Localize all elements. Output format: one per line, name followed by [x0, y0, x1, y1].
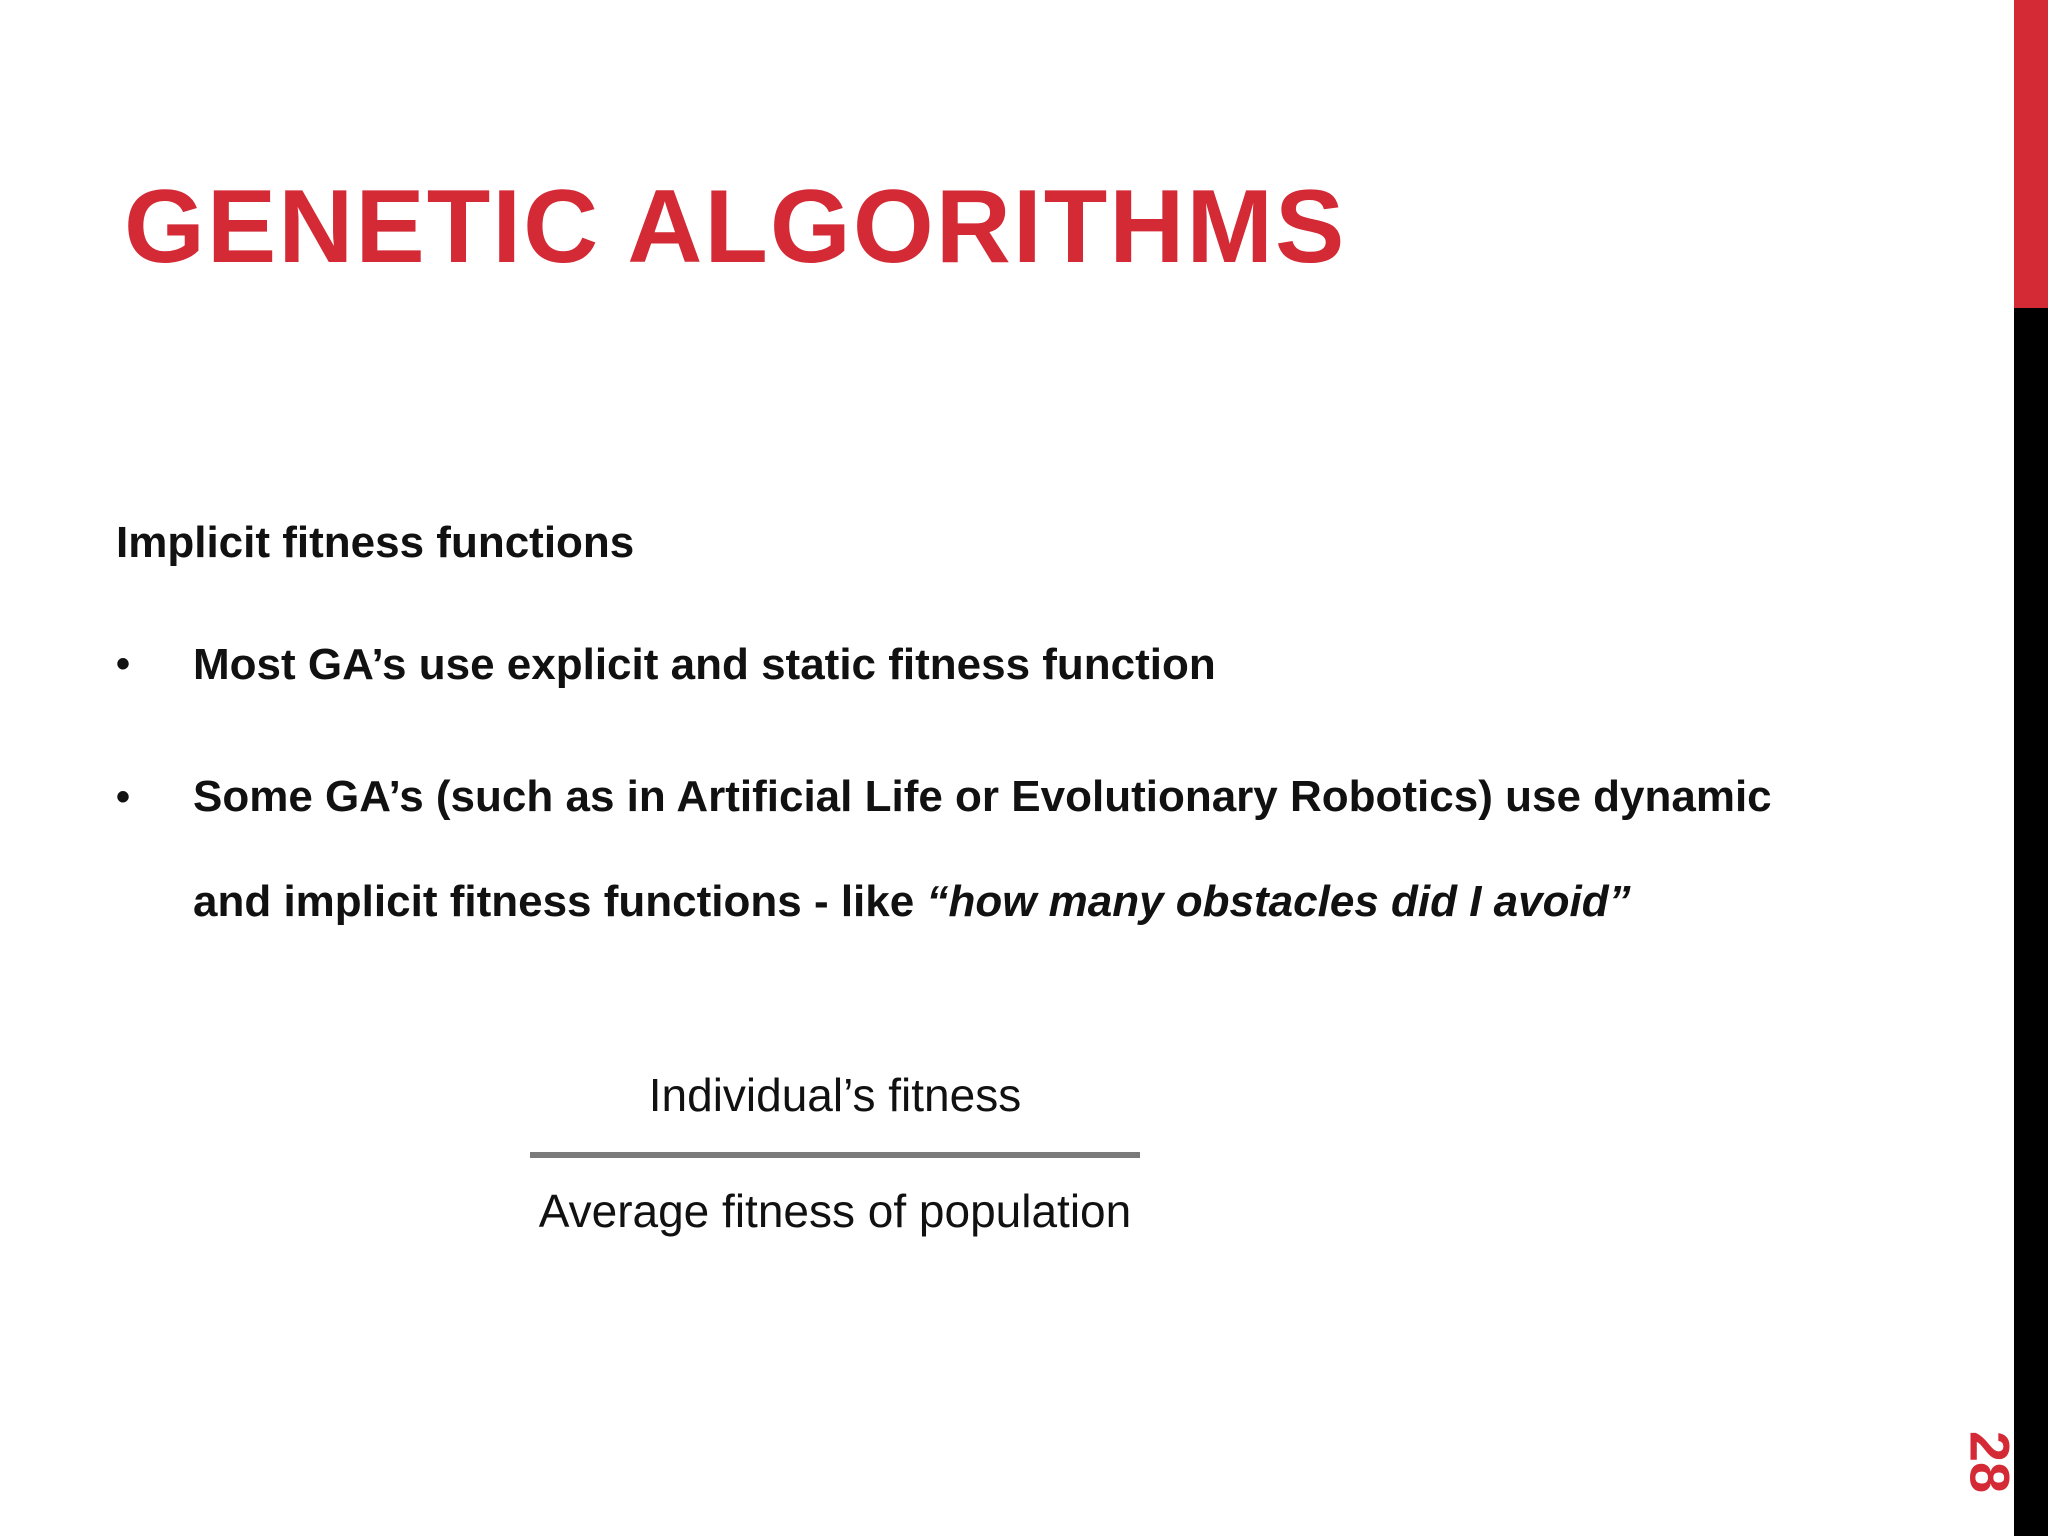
bullet-marker: •: [116, 642, 131, 686]
fitness-fraction: [520, 1064, 1150, 1242]
side-bar-black-accent: [2014, 308, 2048, 1536]
bullet-text-italic: “how many obstacles did I avoid”: [926, 877, 1631, 926]
page-number-text: 28: [1958, 1430, 2022, 1494]
side-bar-red-accent: [2014, 0, 2048, 308]
fraction-numerator: Individual’s fitness: [648, 1069, 1022, 1121]
fraction-denominator: Average fitness of population: [538, 1185, 1132, 1237]
bullet-marker: •: [116, 775, 131, 819]
slide-title: GENETIC ALGORITHMS: [124, 169, 1347, 285]
page-number: [1958, 1412, 2022, 1512]
fraction-line: [530, 1152, 1140, 1158]
slide-subheading: Implicit fitness functions: [116, 518, 635, 567]
bullet-text: [193, 744, 1833, 954]
bullet-text: Most GA’s use explicit and static fitness function: [193, 640, 1216, 689]
bullet-text-plain: Some GA’s (such as in Artificial Life or Evolutionary Robotics) use dynamic and implicit fitness functions - like: [193, 772, 1772, 926]
